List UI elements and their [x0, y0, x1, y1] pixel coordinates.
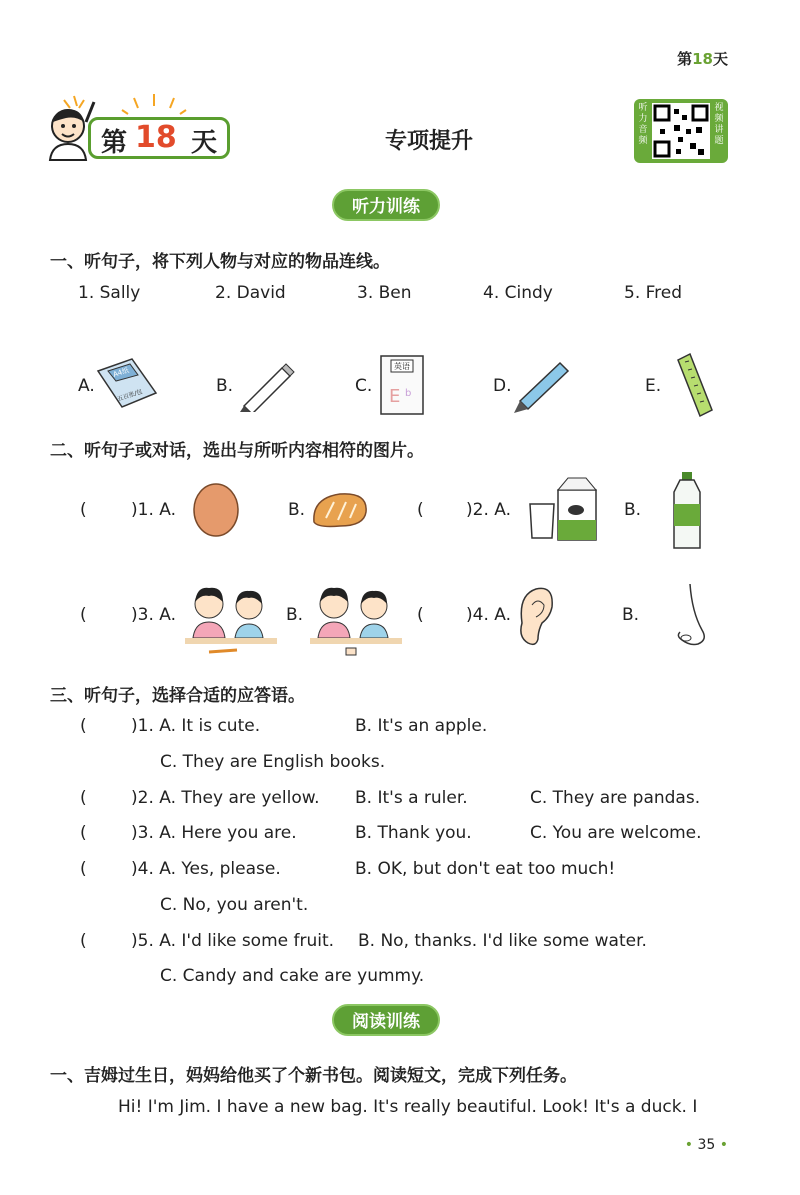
- q2-item-label: )4. A.: [466, 605, 511, 625]
- person-item: 5. Fred: [624, 283, 683, 303]
- q3-option-b: B. It's a ruler.: [355, 788, 468, 808]
- pencil-icon: [236, 360, 296, 412]
- svg-text:b: b: [405, 388, 412, 399]
- milk-and-glass-icon: [526, 476, 602, 542]
- q1-heading: 一、听句子，将下列人物与对应的物品连线。: [50, 252, 390, 272]
- q3-option-a: )5. A. I'd like some fruit.: [131, 931, 335, 951]
- reading-heading: 一、吉姆过生日，妈妈给他买了个新书包。阅读短文，完成下列任务。: [50, 1066, 577, 1086]
- sun-rays-icon: [120, 92, 190, 118]
- pen-icon: [512, 357, 574, 413]
- q3-option-b: B. It's an apple.: [355, 716, 488, 736]
- q3-option-a: )1. A. It is cute.: [131, 716, 261, 736]
- answer-paren[interactable]: (: [417, 605, 424, 625]
- q3-option-a: )2. A. They are yellow.: [131, 788, 320, 808]
- bread-icon: [310, 488, 370, 530]
- q2-item-label: B.: [622, 605, 640, 625]
- listening-section-pill: 听力训练: [332, 189, 440, 221]
- ear-icon: [516, 585, 556, 649]
- ruler-icon: [674, 352, 716, 418]
- reading-passage: Hi! I'm Jim. I have a new bag. It's really beautiful. Look! It's a duck. I: [118, 1097, 698, 1117]
- option-label: D.: [493, 376, 512, 396]
- page-title: 专项提升: [385, 129, 474, 154]
- q3-option-c: C. They are English books.: [160, 752, 386, 772]
- qr-code-icon: [652, 103, 710, 159]
- kids-at-desk-b-icon: [310, 582, 402, 660]
- q3-option-c: C. No, you aren't.: [160, 895, 309, 915]
- q2-item-label: B.: [288, 500, 306, 520]
- svg-text:英语: 英语: [394, 362, 410, 371]
- q3-heading: 三、听句子，选择合适的应答语。: [50, 686, 305, 706]
- english-book-icon: [377, 354, 427, 416]
- q2-item-label: )3. A.: [131, 605, 176, 625]
- q3-option-b: B. No, thanks. I'd like some water.: [358, 931, 647, 951]
- q3-option-c: C. They are pandas.: [530, 788, 701, 808]
- answer-paren[interactable]: (: [80, 500, 87, 520]
- answer-paren[interactable]: (: [80, 859, 87, 879]
- svg-text:E: E: [389, 386, 401, 407]
- water-bottle-icon: [670, 470, 704, 552]
- header-day-label: 第18天: [677, 50, 728, 68]
- answer-paren[interactable]: (: [80, 605, 87, 625]
- egg-icon: [190, 478, 242, 538]
- q3-option-b: B. Thank you.: [355, 823, 472, 843]
- q2-item-label: B.: [624, 500, 642, 520]
- q2-heading: 二、听句子或对话，选出与所听内容相符的图片。: [50, 441, 424, 461]
- q3-option-a: )4. A. Yes, please.: [131, 859, 281, 879]
- option-label: E.: [645, 376, 662, 396]
- qr-code-box[interactable]: 听力音频 视频讲题: [634, 99, 728, 163]
- person-item: 2. David: [215, 283, 286, 303]
- q2-item-label: B.: [286, 605, 304, 625]
- reading-section-pill: 阅读训练: [332, 1004, 440, 1036]
- person-item: 1. Sally: [78, 283, 141, 303]
- option-label: A.: [78, 376, 95, 396]
- answer-paren[interactable]: (: [80, 716, 87, 736]
- answer-paren[interactable]: (: [80, 823, 87, 843]
- page-number: • 35 •: [684, 1137, 728, 1153]
- answer-paren[interactable]: (: [80, 788, 87, 808]
- svg-text:A4纸: A4纸: [112, 366, 131, 379]
- option-label: C.: [355, 376, 373, 396]
- paper-pack-icon: [94, 357, 160, 409]
- q3-option-c: C. You are welcome.: [530, 823, 702, 843]
- person-item: 3. Ben: [357, 283, 412, 303]
- answer-paren[interactable]: (: [80, 931, 87, 951]
- nose-icon: [672, 582, 712, 650]
- day-badge: 第 18 天: [88, 117, 230, 159]
- person-item: 4. Cindy: [483, 283, 553, 303]
- q2-item-label: )1. A.: [131, 500, 176, 520]
- svg-text:五百张/包: 五百张/包: [116, 388, 144, 403]
- q2-item-label: )2. A.: [466, 500, 511, 520]
- option-label: B.: [216, 376, 234, 396]
- answer-paren[interactable]: (: [417, 500, 424, 520]
- q3-option-a: )3. A. Here you are.: [131, 823, 297, 843]
- kids-at-desk-a-icon: [185, 582, 277, 660]
- q3-option-b: B. OK, but don't eat too much!: [355, 859, 616, 879]
- q3-option-c: C. Candy and cake are yummy.: [160, 966, 425, 986]
